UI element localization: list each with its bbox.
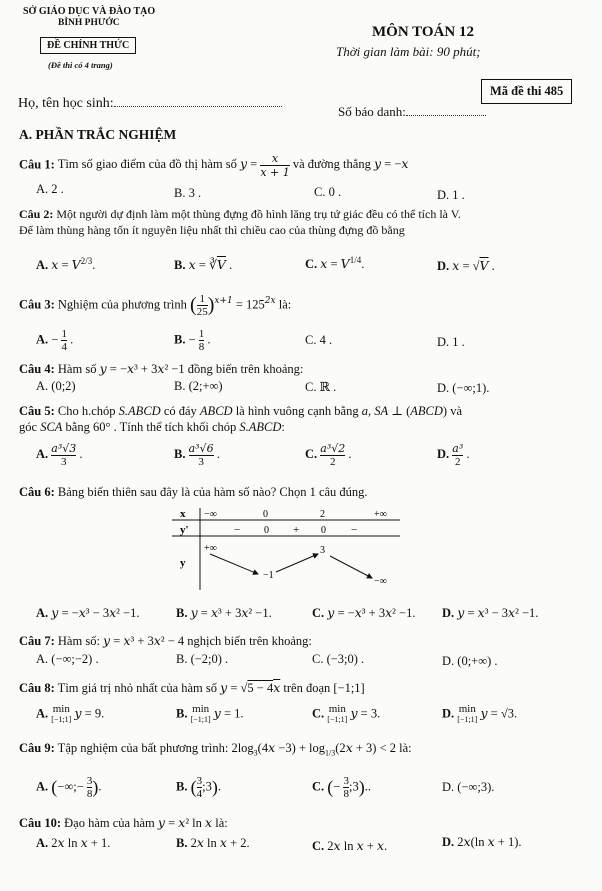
vt-sign: 0 [264, 525, 269, 536]
subject-title: MÔN TOÁN 12 [372, 24, 474, 40]
vt-sign: − [351, 524, 358, 536]
increase-arrow [276, 554, 318, 572]
q3-option-c[interactable]: C. 4 . [305, 333, 333, 347]
q9-option-c[interactable]: C. (− $\frac{3}{8}$ ;3).. [312, 775, 371, 800]
q8-option-d[interactable]: D. min [−1;1] y = √3. [442, 703, 518, 724]
q2-option-c[interactable]: C. $x = V^{1/4}$. [305, 255, 365, 272]
vt-x-value: −∞ [204, 509, 217, 520]
question-label: Câu 3: [19, 297, 55, 312]
question-7: Câu 7: Hàm số: y = x³ + 3x² − 4 nghịch biến trên khoảng: [19, 633, 312, 648]
q1-option-b[interactable]: B. 3 . [174, 186, 202, 200]
student-number-label [338, 104, 486, 120]
student-name-label [18, 96, 282, 112]
question-text: Bảng biến thiên sau đây là của hàm số nào? Chọn 1 câu đúng. [57, 485, 368, 499]
vt-y-label: y [180, 557, 186, 569]
q9-option-a[interactable]: A. (−∞;− $\frac{3}{8}$ ). [36, 775, 102, 800]
question-4: Câu 4: Hàm số y = −x³ + 3x² −1 đồng biến trên khoảng: [19, 361, 304, 376]
q2-option-a[interactable]: A. $x = V^{2/3}$. [36, 256, 96, 273]
section-title: A. PHẦN TRẮC NGHIỆM [19, 127, 177, 142]
vt-y-value: −1 [263, 570, 274, 581]
question-6 [19, 485, 368, 500]
vt-sign: − [234, 524, 241, 536]
q1-option-c[interactable]: C. 0 . [314, 185, 342, 199]
vt-y-value: −∞ [374, 576, 387, 587]
question-text: Một người dự định làm một thùng đựng đồ hình lăng trụ tứ giác đều có thể tích là V. [56, 207, 461, 221]
vt-sign: 0 [321, 525, 326, 536]
question-text: Tìm số giao điểm của đồ thị hàm số y = $\frac{x}{x + 1}$ và đường thẳng y = −x [57, 152, 409, 179]
question-label: Câu 8: [19, 681, 55, 695]
q1-option-d[interactable]: D. 1 . [437, 188, 465, 202]
q2-option-d[interactable]: D. x = √V . [437, 258, 495, 273]
question-2-line2: Để làm thùng hàng tốn ít nguyên liệu nhất thì chiều cao của thùng đựng đồ bằng [19, 223, 405, 237]
q8-option-c[interactable]: C. min [−1;1] y = 3. [312, 703, 381, 724]
q4-option-b[interactable]: B. (2;+∞) [174, 379, 223, 393]
q1-option-a[interactable]: A. 2 . [36, 182, 64, 196]
question-1 [19, 152, 408, 179]
exam-code: Mã đề thi 485 [481, 79, 572, 104]
department-line2: BÌNH PHƯỚC [58, 18, 120, 28]
vt-y-value: 3 [320, 545, 325, 556]
vt-x-label: x [180, 508, 186, 520]
q10-option-a[interactable]: A. 2x ln x + 1. [36, 835, 111, 850]
q7-option-d[interactable]: D. (0;+∞) . [442, 654, 498, 668]
question-label: Câu 5: [19, 404, 55, 418]
question-9: Câu 9: Tập nghiệm của bất phương trình: $2\log_3(4x -3) + \log_{1/3}(2x + 3) < 2$ là: [19, 740, 412, 758]
q3-option-b[interactable]: B. − $\frac{1}{8}$ . [174, 328, 211, 353]
vt-x-value: 0 [263, 509, 268, 520]
question-label: Câu 9: [19, 741, 55, 755]
q10-option-d[interactable]: D. 2x(ln x + 1). [442, 834, 522, 849]
q7-option-a[interactable]: A. (−∞;−2) . [36, 652, 99, 666]
vt-sign: + [293, 524, 300, 536]
q9-option-b[interactable]: B. ( $\frac{3}{4}$ ;3). [176, 775, 221, 800]
question-2 [19, 207, 461, 222]
vt-y-value: +∞ [204, 543, 217, 554]
question-label: Câu 2: [19, 207, 54, 221]
name-label: Họ, tên học sinh: [18, 96, 114, 111]
question-label: Câu 4: [19, 362, 55, 376]
question-label: Câu 7: [19, 634, 55, 648]
question-label: Câu 6: [19, 485, 55, 499]
q5-option-a[interactable]: A. $\frac{\text{a³√3}}{3}$ . [36, 442, 83, 468]
pages-note: (Đề thi có 4 trang) [48, 60, 113, 70]
decrease-arrow [210, 554, 258, 574]
question-8: Câu 8: Tìm giá trị nhỏ nhất của hàm số y = √5 − 4x trên đoạn [−1;1] [19, 680, 365, 695]
question-label: Câu 1: [19, 157, 55, 172]
q7-option-b[interactable]: B. (−2;0) . [176, 652, 229, 666]
q6-option-c[interactable]: C. y = −x³ + 3x² −1. [312, 605, 416, 620]
question-3: Câu 3: Nghiệm của phương trình ( $\frac{1}{25}$ )$^{x+1} = 125^{2x}$ là: [19, 293, 292, 318]
question-5-line2: góc SCA bằng 60° . Tính thể tích khối chóp S.ABCD: [19, 420, 285, 434]
q8-option-a[interactable]: A. min [−1;1] y = 9. [36, 703, 105, 724]
q8-option-b[interactable]: B. min [−1;1] y = 1. [176, 703, 244, 724]
q4-option-d[interactable]: D. (−∞;1). [437, 381, 490, 395]
vt-x-value: 2 [320, 509, 325, 520]
q2-option-b[interactable]: B. $x = ∛\overline{V}$ . [174, 257, 233, 272]
q6-option-d[interactable]: D. y = x³ − 3x² −1. [442, 605, 539, 620]
exam-time: Thời gian làm bài: 90 phút; [336, 44, 481, 59]
q4-option-a[interactable]: A. (0;2) [36, 379, 76, 393]
q5-option-d[interactable]: D. $\frac{\text{a³}}{2}$ . [437, 442, 470, 468]
variation-table [168, 506, 404, 592]
q3-option-a[interactable]: A. − $\frac{1}{4}$ . [36, 328, 74, 353]
sbd-label: Số báo danh: [338, 104, 406, 119]
vt-x-value: +∞ [374, 509, 387, 520]
official-label: ĐỀ CHÍNH THỨC [40, 37, 136, 54]
q10-option-c[interactable]: C. 2x ln x + x. [312, 838, 388, 853]
question-10: Câu 10: Đạo hàm của hàm y = x² ln x là: [19, 815, 228, 830]
q5-option-b[interactable]: B. $\frac{\text{a³√6}}{3}$ . [174, 442, 220, 468]
question-label: Câu 10: [19, 816, 62, 830]
q9-option-d[interactable]: D. (−∞;3). [442, 780, 495, 794]
q7-option-c[interactable]: C. (−3;0) . [312, 652, 365, 666]
q6-option-b[interactable]: B. y = x³ + 3x² −1. [176, 605, 272, 620]
department-line1: SỞ GIÁO DỤC VÀ ĐÀO TẠO [23, 6, 156, 17]
question-5: Câu 5: Cho h.chóp S.ABCD có đáy ABCD là hình vuông cạnh bằng a, SA ⊥ (ABCD) và [19, 404, 462, 418]
q6-option-a[interactable]: A. y = −x³ − 3x² −1. [36, 605, 140, 620]
q10-option-b[interactable]: B. 2x ln x + 2. [176, 835, 250, 850]
decrease-arrow [330, 556, 372, 578]
vt-yp-label: y' [180, 524, 189, 536]
q3-option-d[interactable]: D. 1 . [437, 335, 465, 349]
q4-option-c[interactable]: C. ℝ . [305, 380, 337, 394]
q5-option-c[interactable]: C. $\frac{\text{a³√2}}{2}$ . [305, 442, 352, 468]
